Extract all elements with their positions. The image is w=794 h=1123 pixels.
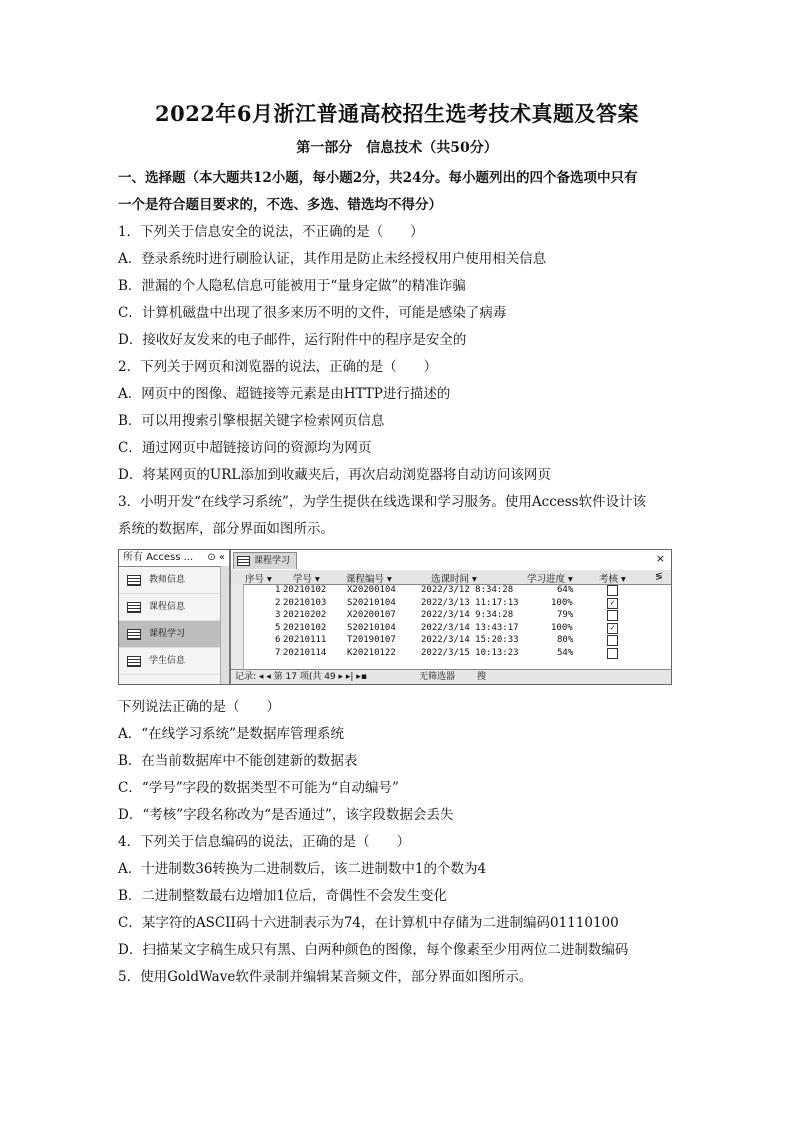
nav-item-course[interactable] bbox=[119, 594, 229, 621]
table-icon bbox=[127, 575, 141, 586]
q3-after: 下列说法正确的是（ ） bbox=[118, 699, 280, 715]
nav-item-student[interactable] bbox=[119, 648, 229, 675]
nav-item-label: 课程学习 bbox=[149, 629, 186, 639]
close-icon[interactable]: × bbox=[655, 552, 665, 565]
nav-item-course-study[interactable] bbox=[119, 621, 229, 648]
q1-option-d: D．接收好友发来的电子邮件，运行附件中的程序是安全的 bbox=[118, 332, 467, 348]
cell-time: 2022/3/15 10:13:23 bbox=[421, 647, 519, 658]
cell-course-id: K20210122 bbox=[347, 647, 396, 658]
filter-status[interactable]: 无筛选器 bbox=[419, 672, 456, 682]
checkbox[interactable] bbox=[607, 610, 618, 621]
q2-stem: 2．下列关于网页和浏览器的说法，正确的是（ ） bbox=[118, 359, 438, 375]
nav-pane-title: 所有 Access ... bbox=[123, 552, 194, 563]
table-icon bbox=[127, 656, 141, 667]
nav-item-teacher[interactable] bbox=[119, 567, 229, 594]
cell-no: 2 bbox=[275, 597, 281, 608]
cell-no: 7 bbox=[275, 647, 281, 658]
cell-course-id: X20200107 bbox=[347, 610, 396, 621]
cell-no: 6 bbox=[275, 635, 281, 646]
checkbox[interactable]: ✓ bbox=[607, 623, 618, 634]
table-row[interactable] bbox=[231, 610, 671, 623]
cell-progress: 64% bbox=[557, 585, 574, 595]
header-course-id[interactable]: 课程编号 ▾ bbox=[346, 574, 392, 585]
q4-stem: 4．下列关于信息编码的说法，正确的是（ ） bbox=[118, 834, 411, 850]
cell-course-id: S20210104 bbox=[347, 597, 396, 608]
q4-option-b: B．二进制整数最右边增加1位后，奇偶性不会发生变化 bbox=[118, 888, 448, 904]
nav-pane-controls[interactable]: ⊙ « bbox=[207, 552, 225, 563]
table-row[interactable] bbox=[231, 648, 671, 661]
header-more[interactable]: ≶ bbox=[655, 571, 663, 582]
header-student-id[interactable]: 学号 ▾ bbox=[293, 574, 320, 585]
q4-option-d: D．扫描某文字稿生成只有黑、白两种颜色的图像，每个像素至少用两位二进制数编码 bbox=[118, 942, 629, 958]
section-intro-line-2: 一个是符合题目要求的，不选、多选、错选均不得分） bbox=[118, 197, 442, 213]
q4-option-c: C．某字符的ASCII码十六进制表示为74，在计算机中存储为二进制编码01110100 bbox=[118, 915, 619, 931]
section-intro-line-1: 一、选择题（本大题共12小题，每小题2分，共24分。每小题列出的四个备选项中只有 bbox=[118, 170, 638, 186]
table-row[interactable] bbox=[231, 623, 671, 636]
nav-scrollbar[interactable] bbox=[220, 566, 229, 684]
cell-progress: 54% bbox=[557, 647, 574, 658]
table-row[interactable] bbox=[231, 635, 671, 648]
checkbox[interactable]: ✓ bbox=[607, 598, 618, 609]
tab-course-study[interactable] bbox=[233, 552, 297, 569]
q2-option-d: D．将某网页的URL添加到收藏夹后，再次启动浏览器将自动访问该网页 bbox=[118, 467, 551, 483]
q1-option-b: B．泄漏的个人隐私信息可能被用于“量身定做”的精准诈骗 bbox=[118, 278, 466, 294]
tab-label: 课程学习 bbox=[254, 556, 291, 566]
access-screenshot bbox=[118, 549, 672, 685]
cell-student-id: 20210102 bbox=[283, 585, 327, 595]
q3-option-d: D．“考核”字段名称改为“是否通过”，该字段数据会丢失 bbox=[118, 807, 454, 823]
q1-option-c: C．计算机磁盘中出现了很多来历不明的文件，可能是感染了病毒 bbox=[118, 305, 507, 321]
q1-stem: 1．下列关于信息安全的说法，不正确的是（ ） bbox=[118, 224, 424, 240]
checkbox[interactable] bbox=[607, 635, 618, 646]
record-navigation-bar bbox=[231, 669, 671, 684]
cell-no: 1 bbox=[275, 585, 281, 595]
cell-student-id: 20210202 bbox=[283, 610, 327, 621]
cell-no: 3 bbox=[275, 610, 281, 621]
cell-course-id: T20190107 bbox=[347, 635, 396, 646]
cell-time: 2022/3/13 11:17:13 bbox=[421, 597, 519, 608]
cell-student-id: 20210111 bbox=[283, 635, 327, 646]
table-row[interactable] bbox=[231, 598, 671, 611]
cell-time: 2022/3/14 15:20:33 bbox=[421, 635, 519, 646]
cell-course-id: S20210104 bbox=[347, 622, 396, 633]
cell-progress: 80% bbox=[557, 635, 574, 646]
q3-option-b: B．在当前数据库中不能创建新的数据表 bbox=[118, 753, 358, 769]
checkbox[interactable] bbox=[607, 585, 618, 596]
part-heading: 第一部分 信息技术（共50分） bbox=[296, 140, 498, 156]
header-select-time[interactable]: 选课时间 ▾ bbox=[431, 574, 477, 585]
nav-item-label: 学生信息 bbox=[149, 656, 186, 666]
table-icon bbox=[127, 602, 141, 613]
q3-stem-line-2: 系统的数据库，部分界面如图所示。 bbox=[118, 521, 334, 537]
cell-no: 5 bbox=[275, 622, 281, 633]
q3-option-c: C．“学号”字段的数据类型不可能为“自动编号” bbox=[118, 780, 399, 796]
q5-stem: 5．使用GoldWave软件录制并编辑某音频文件，部分界面如图所示。 bbox=[118, 969, 533, 985]
header-progress[interactable]: 学习进度 ▾ bbox=[527, 574, 573, 585]
q3-stem-line-1: 3．小明开发“在线学习系统”，为学生提供在线选课和学习服务。使用Access软件设计该 bbox=[118, 494, 647, 510]
cell-student-id: 20210102 bbox=[283, 622, 327, 633]
table-icon bbox=[127, 629, 141, 640]
nav-pane-header[interactable] bbox=[119, 550, 229, 567]
cell-student-id: 20210114 bbox=[283, 647, 327, 658]
cell-time: 2022/3/14 9:34:28 bbox=[421, 610, 514, 621]
column-headers bbox=[231, 570, 671, 585]
header-assessment[interactable]: 考核 ▾ bbox=[599, 574, 626, 585]
navigation-pane bbox=[119, 550, 231, 684]
cell-progress: 100% bbox=[551, 622, 573, 633]
page-title: 2022年6月浙江普通高校招生选考技术真题及答案 bbox=[154, 101, 640, 126]
q3-option-a: A．“在线学习系统”是数据库管理系统 bbox=[118, 726, 345, 742]
record-navigator[interactable]: 记录: ◂ ◂ 第 17 项(共 49 ▸ ▸| ▸▪ bbox=[235, 672, 367, 682]
cell-progress: 100% bbox=[551, 597, 573, 608]
table-row[interactable] bbox=[231, 585, 671, 598]
cell-course-id: X20200104 bbox=[347, 585, 396, 595]
search-box[interactable]: 搜 bbox=[477, 672, 487, 682]
cell-student-id: 20210103 bbox=[283, 597, 327, 608]
q1-option-a: A．登录系统时进行刷脸认证，其作用是防止未经授权用户使用相关信息 bbox=[118, 251, 547, 267]
q4-option-a: A．十进制数36转换为二进制数后，该二进制数中1的个数为4 bbox=[118, 861, 487, 877]
nav-item-label: 教师信息 bbox=[149, 575, 186, 585]
cell-progress: 79% bbox=[557, 610, 574, 621]
q2-option-c: C．通过网页中超链接访问的资源均为网页 bbox=[118, 440, 372, 456]
header-no[interactable]: 序号 ▾ bbox=[245, 574, 272, 585]
q2-option-b: B．可以用搜索引擎根据关键字检索网页信息 bbox=[118, 413, 385, 429]
record-rows bbox=[231, 585, 671, 661]
q2-option-a: A．网页中的图像、超链接等元素是由HTTP进行描述的 bbox=[118, 386, 451, 402]
nav-item-label: 课程信息 bbox=[149, 602, 186, 612]
checkbox[interactable] bbox=[607, 648, 618, 659]
datasheet bbox=[231, 550, 671, 684]
table-icon bbox=[237, 556, 250, 566]
cell-time: 2022/3/12 8:34:28 bbox=[421, 585, 514, 595]
cell-time: 2022/3/14 13:43:17 bbox=[421, 622, 519, 633]
